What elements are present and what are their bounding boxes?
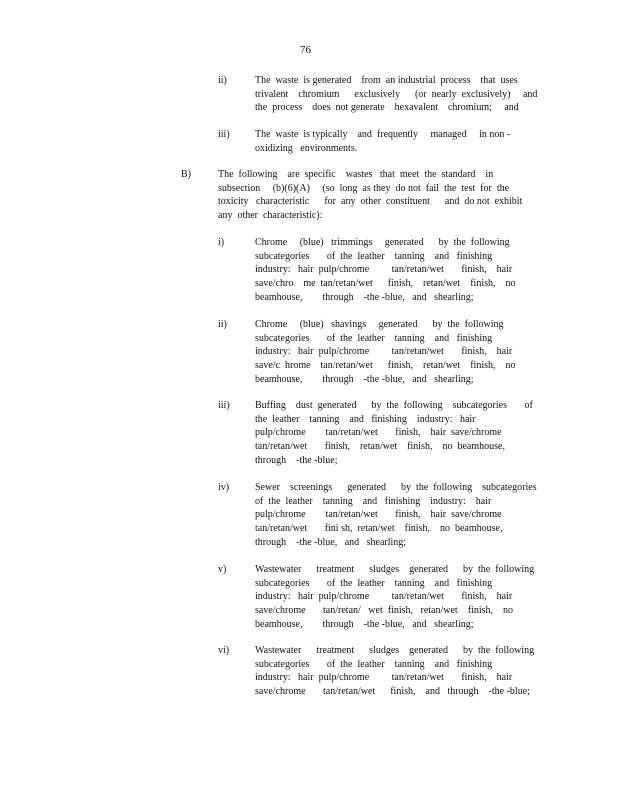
item-text <box>255 128 510 155</box>
text-line: save/c hrome tan/retan/wet finish, retan/wet finish, no <box>255 360 516 372</box>
item-text <box>255 563 534 631</box>
item-marker: v) <box>218 564 227 575</box>
item-text <box>255 318 516 386</box>
text-line: save/chrome tan/retan/ wet finish, retan/wet finish, no <box>255 605 513 617</box>
item-marker: ii) <box>218 319 227 330</box>
text-line: subcategories of the leather tanning and finishing <box>255 250 493 262</box>
text-line: subcategories of the leather tanning and finishing <box>255 577 493 589</box>
text-line: beamhouse, through -the -blue, and shearling; <box>255 291 474 303</box>
text-line: The waste is typically and frequently managed in non - <box>255 129 511 140</box>
item-text <box>255 399 533 467</box>
text-line: Wastewater treatment sludges generated by the following <box>255 564 535 575</box>
text-line: The following are specific wastes that meet the standard in <box>218 169 494 180</box>
text-line: beamhouse, through -the -blue, and shearling; <box>255 373 474 385</box>
text-line: Sewer screenings generated by the following subcategories <box>255 482 537 493</box>
text-line: the leather tanning and finishing industry: hair <box>255 413 476 425</box>
text-line: industry: hair pulp/chrome tan/retan/wet finish, hair <box>255 591 513 603</box>
item-marker: B) <box>181 169 191 180</box>
text-line: through -the -blue, and shearling; <box>255 536 407 548</box>
item-marker: vi) <box>218 645 230 656</box>
text-line: Buffing dust generated by the following subcategories of <box>255 400 533 411</box>
item-text <box>218 168 522 223</box>
text-line: tan/retan/wet finish, retan/wet finish, no beamhouse, <box>255 441 505 453</box>
text-line: Chrome (blue) shavings generated by the following <box>255 319 504 330</box>
item-marker: i) <box>218 237 225 248</box>
item-marker: iii) <box>218 400 230 411</box>
item-marker: ii) <box>218 75 227 86</box>
text-line: pulp/chrome tan/retan/wet finish, hair save/chrome <box>255 509 502 521</box>
text-line: save/chro me tan/retan/wet finish, retan/wet finish, no <box>255 278 516 290</box>
item-text <box>255 481 537 549</box>
text-line: The waste is generated from an industrial process that uses <box>255 75 518 86</box>
item-text <box>255 236 516 304</box>
text-line: Chrome (blue) trimmings generated by the following <box>255 237 510 248</box>
text-line: any other characteristic): <box>218 210 323 222</box>
text-line: industry: hair pulp/chrome tan/retan/wet finish, hair <box>255 264 513 276</box>
text-line: tan/retan/wet fini sh, retan/wet finish, no beamhouse, <box>255 523 503 535</box>
text-line: save/chrome tan/retan/wet finish, and through -the -blue; <box>255 686 530 698</box>
text-line: beamhouse, through -the -blue, and shearling; <box>255 618 474 630</box>
text-line: oxidizing environments. <box>255 142 358 154</box>
text-line: through -the -blue; <box>255 454 338 466</box>
text-line: the process does not generate hexavalent chromium; and <box>255 102 519 114</box>
item-text <box>255 74 537 115</box>
item-text <box>255 644 534 699</box>
text-line: trivalent chromium exclusively (or nearly exclusively) and <box>255 88 538 100</box>
text-line: subcategories of the leather tanning and finishing <box>255 658 493 670</box>
item-marker: iv) <box>218 482 230 493</box>
text-line: toxicity characteristic for any other constituent and do not exhibit <box>218 196 523 208</box>
text-line: subcategories of the leather tanning and finishing <box>255 332 493 344</box>
text-line: of the leather tanning and finishing industry: hair <box>255 495 492 507</box>
text-line: industry: hair pulp/chrome tan/retan/wet finish, hair <box>255 672 513 684</box>
text-line: subsection (b)(6)(A) (so long as they do not fail the test for the <box>218 182 510 194</box>
text-line: Wastewater treatment sludges generated by the following <box>255 645 535 656</box>
text-line: pulp/chrome tan/retan/wet finish, hair save/chrome <box>255 427 502 439</box>
text-line: industry: hair pulp/chrome tan/retan/wet finish, hair <box>255 346 513 358</box>
item-marker: iii) <box>218 129 230 140</box>
page-number: 76 <box>300 44 311 56</box>
